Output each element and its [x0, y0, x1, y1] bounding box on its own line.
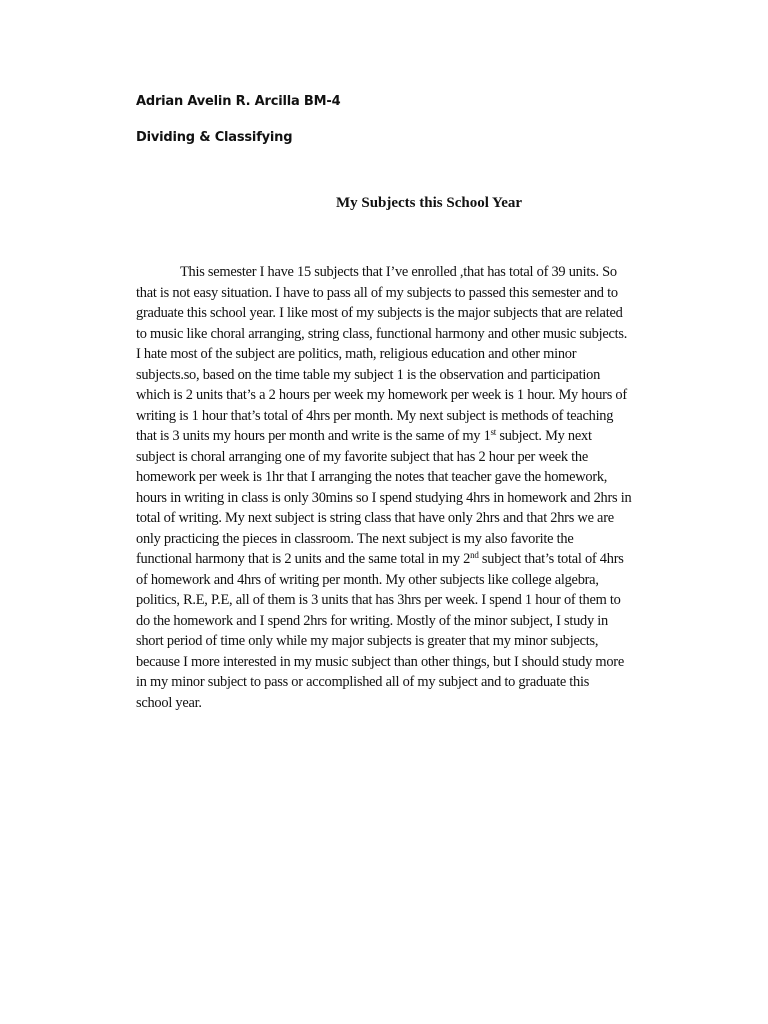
paragraph-line: graduate this school year. I like most of my subjects is the major subjects that are related [136, 305, 623, 321]
paragraph-line: because I more interested in my music subject than other things, but I should study more [136, 653, 624, 670]
assignment-line: Dividing & Classifying [136, 130, 293, 145]
paragraph-line: which is 2 units that’s a 2 hours per week my homework per week is 1 hour. My hours of [136, 387, 627, 403]
paragraph-line [136, 426, 684, 447]
paragraph-line: of homework and 4hrs of writing per month. My other subjects like college algebra, [136, 571, 599, 588]
line-text: functional harmony that is 2 units and the same total in my 2 [136, 551, 471, 567]
essay-body [136, 262, 684, 713]
paragraph-line: short period of time only while my major subjects is greater that my minor subjects, [136, 633, 599, 649]
paragraph-line: politics, R.E, P.E, all of them is 3 units that has 3hrs per week. I spend 1 hour of them to [136, 592, 621, 608]
paragraph-line: homework per week is 1hr that I arranging the notes that teacher gave the homework, [136, 469, 608, 485]
line-text: subject. My next [496, 428, 592, 444]
paragraph-line: that is not easy situation. I have to pass all of my subjects to passed this semester and to [136, 284, 618, 301]
line-text: subject that’s total of 4hrs [478, 551, 624, 567]
paragraph-line: total of writing. My next subject is string class that have only 2hrs and that 2hrs we are [136, 510, 614, 526]
paragraph-line: subjects.so, based on the time table my subject 1 is the observation and participation [136, 366, 601, 383]
paragraph-line: school year. [136, 694, 202, 711]
paragraph-line: I hate most of the subject are politics, math, religious education and other minor [136, 346, 577, 362]
line-text: that is 3 units my hours per month and write is the same of my 1 [136, 428, 491, 444]
paragraph-line: subject is choral arranging one of my favorite subject that has 2 hour per week the [136, 448, 588, 465]
paragraph-line: writing is 1 hour that’s total of 4hrs per month. My next subject is methods of teaching [136, 407, 614, 424]
paragraph-line: This semester I have 15 subjects that I’ve enrolled ,that has total of 39 units. So [180, 264, 617, 280]
paragraph-line: hours in writing in class is only 30mins so I spend studying 4hrs in homework and 2hrs in [136, 489, 632, 506]
ordinal-superscript: st [490, 427, 497, 437]
paragraph-line: to music like choral arranging, string class, functional harmony and other music subjects. [136, 325, 628, 342]
paragraph-line: only practicing the pieces in classroom. The next subject is my also favorite the [136, 530, 574, 547]
essay-title: My Subjects this School Year [335, 195, 523, 211]
paragraph-line [136, 549, 684, 570]
author-line: Adrian Avelin R. Arcilla BM-4 [136, 94, 341, 109]
paragraph-line: in my minor subject to pass or accomplished all of my subject and to graduate this [136, 674, 590, 690]
ordinal-superscript: nd [470, 550, 479, 560]
paragraph-line: do the homework and I spend 2hrs for writing. Mostly of the minor subject, I study in [136, 612, 608, 629]
